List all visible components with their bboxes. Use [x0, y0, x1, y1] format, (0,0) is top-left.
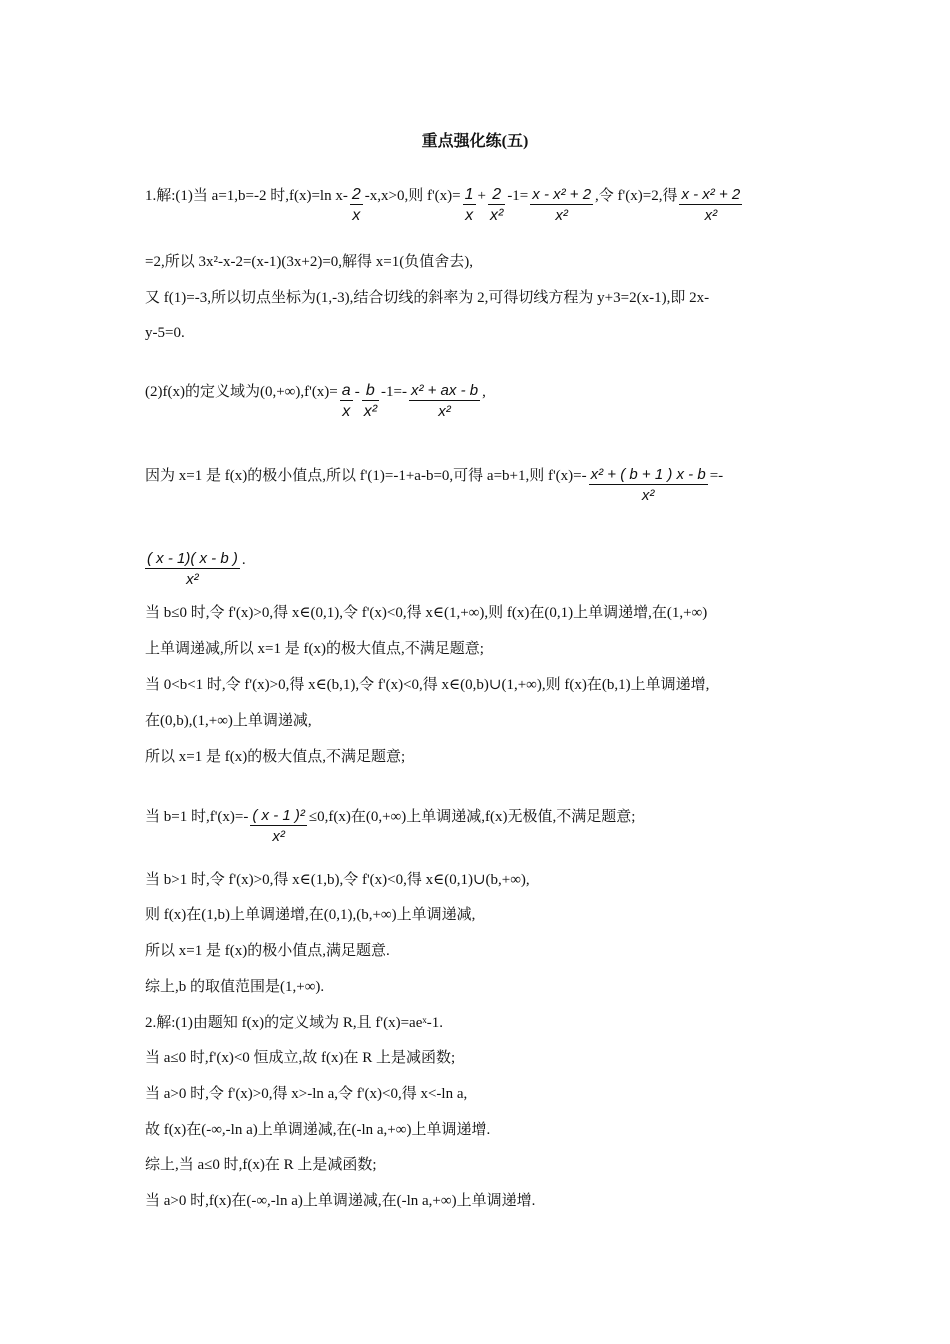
text-line-with-fraction	[145, 540, 246, 588]
fraction-numerator: ( x - 1)( x - b )	[147, 550, 238, 567]
fraction	[530, 186, 593, 227]
fraction-numerator: 2	[488, 186, 505, 205]
fraction-denominator: x²	[641, 487, 655, 504]
fraction	[250, 807, 307, 848]
text-line: y-5=0.	[145, 325, 185, 341]
fraction-numerator: ( x - 1 )²	[252, 807, 305, 824]
fraction	[463, 186, 476, 227]
fraction	[409, 382, 480, 423]
text-segment: ≤0,f(x)在(0,+∞)上单调递减,f(x)无极值,不满足题意;	[308, 808, 636, 825]
text-segment: +	[477, 187, 486, 204]
fraction	[362, 382, 379, 423]
fraction	[340, 382, 353, 423]
text-line-with-fraction	[145, 456, 724, 504]
fraction-numerator: x² + ax - b	[410, 382, 479, 399]
fraction-denominator: x²	[438, 403, 451, 420]
fraction-denominator: x²	[363, 403, 378, 420]
text-segment: 因为 x=1 是 f(x)的极小值点,所以 f'(1)=-1+a-b=0,可得 a=b+1,则 f'(x)=-	[145, 467, 587, 484]
text-segment: -	[354, 383, 360, 400]
text-segment: =-	[709, 467, 724, 484]
text-line: 又 f(1)=-3,所以切点坐标为(1,-3),结合切线的斜率为 2,可得切线方程为 y+3=2(x-1),即 2x-	[145, 290, 710, 306]
text-line: 当 b>1 时,令 f'(x)>0,得 x∈(1,b),令 f'(x)<0,得 x∈(0,1)∪(b,+∞),	[145, 872, 530, 888]
text-line: 综上,b 的取值范围是(1,+∞).	[145, 979, 325, 995]
fraction-numerator: a	[341, 382, 351, 399]
text-line: 故 f(x)在(-∞,-ln a)上单调递减,在(-ln a,+∞)上单调递增.	[145, 1122, 491, 1138]
fraction-numerator: b	[362, 382, 379, 401]
text-line: 当 0<b<1 时,令 f'(x)>0,得 x∈(b,1),令 f'(x)<0,得 x∈(0,b)∪(1,+∞),则 f(x)在(b,1)上单调递增,	[145, 677, 710, 693]
fraction-denominator: x²	[489, 207, 504, 224]
text-line: 则 f(x)在(1,b)上单调递增,在(0,1),(b,+∞)上单调递减,	[145, 907, 476, 923]
text-line: 上单调递减,所以 x=1 是 f(x)的极大值点,不满足题意;	[145, 641, 484, 657]
text-segment: -x,x>0,则 f'(x)=	[364, 187, 461, 204]
text-line: 在(0,b),(1,+∞)上单调递减,	[145, 713, 312, 729]
fraction-denominator: x	[342, 403, 351, 420]
text-segment: -1=-	[381, 383, 407, 400]
text-line: 当 b≤0 时,令 f'(x)>0,得 x∈(0,1),令 f'(x)<0,得 x∈(1,+∞),则 f(x)在(0,1)上单调递增,在(1,+∞)	[145, 605, 708, 621]
fraction	[679, 186, 742, 227]
text-segment: 当 b=1 时,f'(x)=-	[145, 808, 249, 825]
fraction	[145, 550, 240, 591]
text-line: 所以 x=1 是 f(x)的极大值点,不满足题意;	[145, 749, 406, 765]
text-line: 当 a>0 时,f(x)在(-∞,-ln a)上单调递减,在(-ln a,+∞)上单调递增.	[145, 1193, 536, 1209]
fraction	[589, 466, 708, 507]
text-line: 2.解:(1)由题知 f(x)的定义域为 R,且 f'(x)=aeˣ-1.	[145, 1015, 443, 1031]
fraction-denominator: x	[352, 207, 361, 224]
text-line: =2,所以 3x²-x-2=(x-1)(3x+2)=0,解得 x=1(负值舍去),	[145, 254, 474, 270]
fraction	[350, 186, 363, 227]
text-line: 综上,当 a≤0 时,f(x)在 R 上是减函数;	[145, 1157, 377, 1173]
text-segment: 1.解:(1)当 a=1,b=-2 时,f(x)=ln x-	[145, 187, 348, 204]
text-segment: (2)f(x)的定义域为(0,+∞),f'(x)=	[145, 383, 338, 400]
fraction-numerator: 1	[464, 186, 474, 203]
fraction-denominator: x²	[272, 828, 285, 845]
fraction-numerator: 2	[351, 186, 361, 203]
fraction-denominator: x²	[555, 207, 568, 224]
fraction	[488, 186, 505, 227]
text-line-with-fraction	[145, 797, 636, 845]
page-title: 重点强化练(五)	[421, 133, 529, 150]
fraction-denominator: x²	[186, 571, 199, 588]
text-line: 当 a>0 时,令 f'(x)>0,得 x>-ln a,令 f'(x)<0,得 x<-ln a,	[145, 1086, 468, 1102]
fraction-numerator: x - x² + 2	[532, 186, 592, 203]
fraction-denominator: x	[465, 207, 474, 224]
solution-1-part-2-line	[145, 372, 486, 420]
text-segment: .	[241, 551, 246, 568]
fraction-numerator: x² + ( b + 1 ) x - b	[590, 466, 706, 483]
solution-1-line-1	[145, 176, 744, 224]
fraction-numerator: x - x² + 2	[681, 186, 741, 203]
text-segment: ,令 f'(x)=2,得	[595, 187, 678, 204]
text-segment: ,	[482, 383, 486, 400]
fraction-denominator: x²	[704, 207, 718, 224]
text-segment: -1=	[507, 187, 529, 204]
text-line: 当 a≤0 时,f'(x)<0 恒成立,故 f(x)在 R 上是减函数;	[145, 1050, 456, 1066]
text-line: 所以 x=1 是 f(x)的极小值点,满足题意.	[145, 943, 390, 959]
